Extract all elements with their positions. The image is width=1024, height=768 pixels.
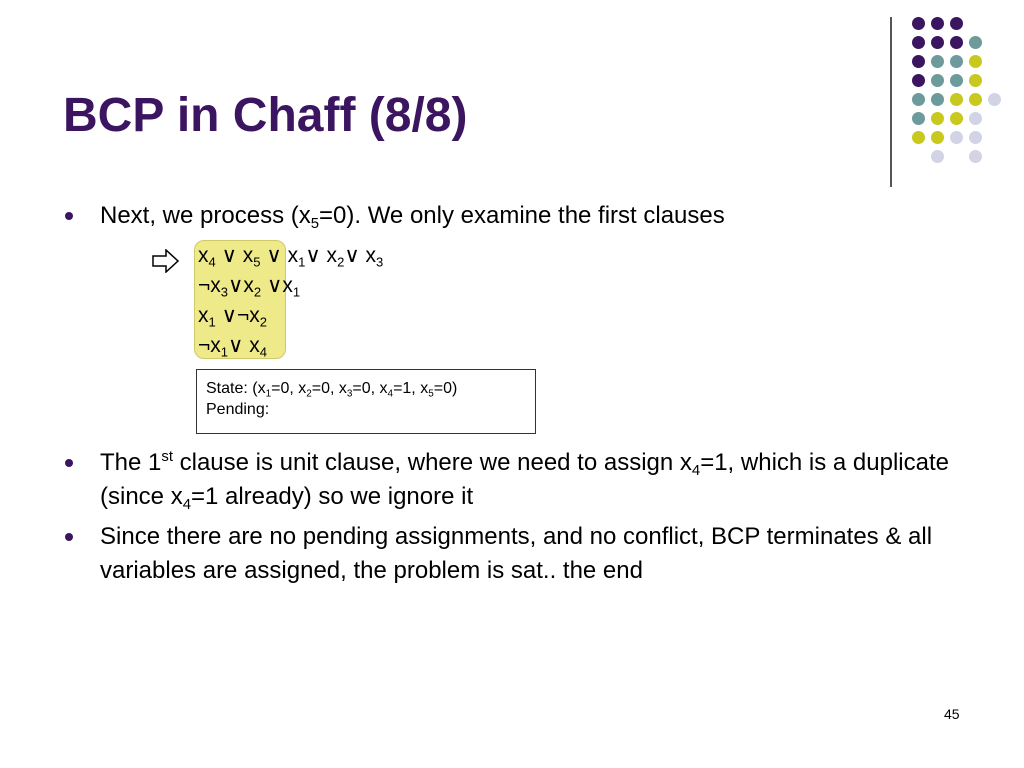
bullet-2-text: The 1st clause is unit clause, where we need to assign $x_4=1$, which is a duplicate (since $x_4=1$ already) so we ignore it xyxy=(100,449,949,514)
decor-dot xyxy=(912,131,925,144)
decor-dot xyxy=(950,17,963,30)
bullet-3-text: Since there are no pending assignments, and no conflict, BCP terminates & all variables are assigned, the problem is sat.. the end xyxy=(100,523,933,584)
decor-dot xyxy=(969,150,982,163)
decor-dot xyxy=(931,93,944,106)
state-line: State: ($x_1=0$, $x_2=0$, $x_3=0$, $x_4=1$, $x_5=0$) xyxy=(206,380,458,400)
decor-dot xyxy=(969,74,982,87)
decor-dot xyxy=(969,55,982,68)
right-arrow-icon xyxy=(152,249,180,273)
clause-4: $\neg x_1\vee$ $x_4$ xyxy=(198,334,267,360)
slide-title: BCP in Chaff (8/8) xyxy=(63,89,468,142)
decor-dot xyxy=(969,131,982,144)
decor-dot xyxy=(950,36,963,49)
bullet-1-subscript: 5 xyxy=(310,216,320,233)
bullet-marker xyxy=(65,212,73,220)
clause-list xyxy=(198,241,383,361)
bullet-marker xyxy=(65,533,73,541)
decor-dot xyxy=(950,93,963,106)
decor-dot xyxy=(950,112,963,125)
decor-dot xyxy=(912,17,925,30)
pending-line: Pending: xyxy=(206,401,270,418)
page-number: 45 xyxy=(944,706,960,722)
state-box xyxy=(196,369,536,434)
decor-dot xyxy=(931,112,944,125)
clause-1: $x_4$ ∨ $x_5$ ∨ $x_1\vee$ $x_2\vee$ $x_3$ xyxy=(198,244,384,270)
decor-dot xyxy=(931,17,944,30)
decor-dot xyxy=(912,55,925,68)
decor-dot xyxy=(912,74,925,87)
decor-dot xyxy=(950,55,963,68)
bullet-1-part: =0). We only examine the first clauses xyxy=(319,202,725,229)
decor-dot xyxy=(950,131,963,144)
decor-dot xyxy=(912,93,925,106)
decor-dot xyxy=(931,36,944,49)
clause-3: $x_1$ $\vee\neg x_2$ xyxy=(198,304,267,330)
decor-dot xyxy=(931,55,944,68)
decor-dot xyxy=(950,74,963,87)
vertical-divider xyxy=(890,17,892,187)
decor-dot xyxy=(931,150,944,163)
decor-dot xyxy=(988,93,1001,106)
decor-dot xyxy=(931,131,944,144)
decor-dot xyxy=(931,74,944,87)
decor-dot xyxy=(912,36,925,49)
clause-2: $\neg x_3\vee x_2$ $\vee x_1$ xyxy=(198,274,301,300)
decor-dot xyxy=(969,112,982,125)
bullet-1-text xyxy=(100,199,980,233)
bullet-1-part: Next, we process (x xyxy=(100,202,311,229)
bullet-marker xyxy=(65,459,73,467)
decor-dot xyxy=(969,93,982,106)
decor-dot xyxy=(969,36,982,49)
decor-dot xyxy=(912,112,925,125)
